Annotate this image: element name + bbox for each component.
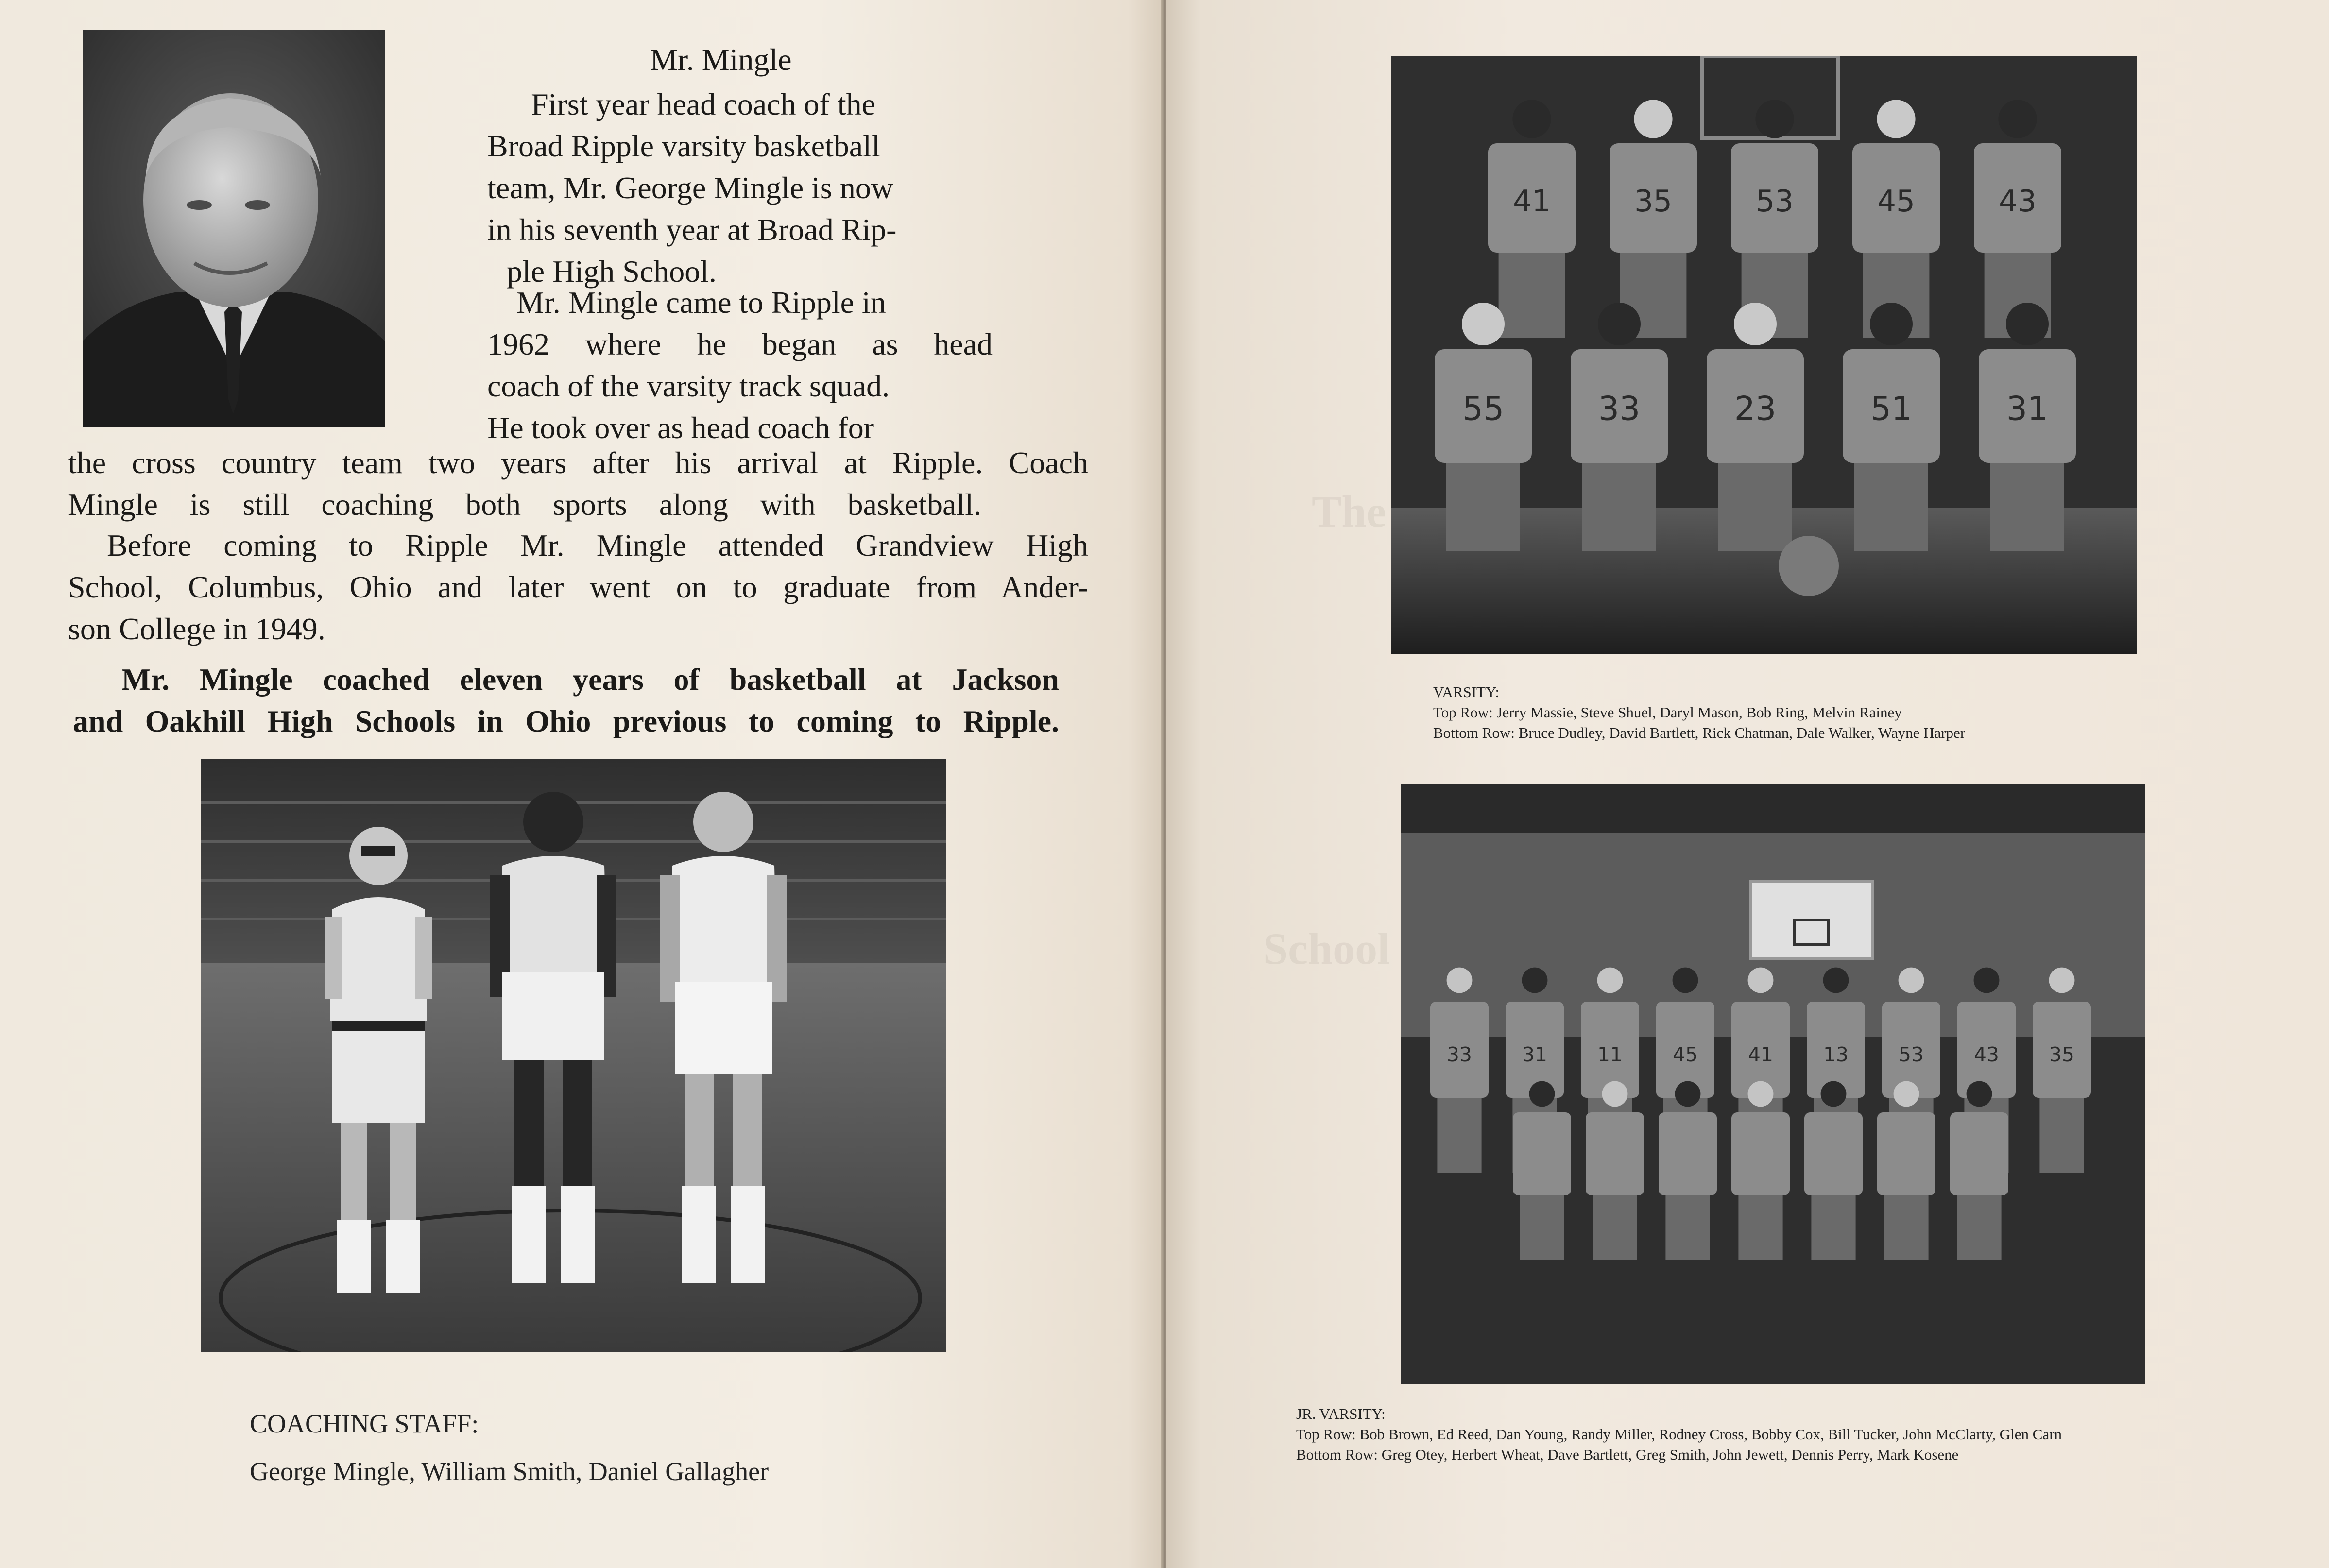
coaching-staff-names: George Mingle, William Smith, Daniel Gallagher	[250, 1457, 769, 1486]
jersey-number: 45	[1877, 184, 1915, 219]
jersey-number: 31	[2006, 390, 2049, 428]
text-line: and Oakhill High Schools in Ohio previous to coming to Ripple.	[73, 704, 1059, 738]
jersey-number: 35	[1634, 184, 1672, 219]
jr-varsity-caption	[1296, 1404, 2062, 1465]
coaching-staff-photo	[201, 759, 946, 1352]
jersey-number: 43	[1974, 1043, 1999, 1067]
jersey-number: 41	[1513, 184, 1551, 219]
text-line: Mr. Mingle came to Ripple in	[516, 285, 886, 320]
mingle-heading: Mr. Mingle	[650, 42, 792, 77]
jersey-number: 53	[1756, 184, 1794, 219]
mingle-paragraph-3	[68, 525, 1088, 650]
coaching-staff-title: COACHING STAFF:	[250, 1409, 479, 1438]
varsity-top-row: Top Row: Jerry Massie, Steve Shuel, Daryl Mason, Bob Ring, Melvin Rainey	[1433, 704, 1902, 721]
text-line: Mingle is still coaching both sports along with basketball.	[68, 487, 981, 522]
jersey-number: 53	[1899, 1043, 1924, 1067]
text-line: in his seventh year at Broad Rip-	[487, 212, 897, 247]
text-line: son College in 1949.	[68, 612, 325, 646]
jr-varsity-team-photo	[1401, 784, 2145, 1384]
mingle-portrait-photo	[83, 30, 385, 427]
jr-varsity-top-row: Top Row: Bob Brown, Ed Reed, Dan Young, Randy Miller, Rodney Cross, Bobby Cox, Bill Tucker, John McClarty, Glen Carn	[1296, 1426, 2062, 1443]
jersey-number: 51	[1870, 390, 1913, 428]
text-line: Broad Ripple varsity basketball	[487, 129, 880, 163]
jersey-number: 55	[1462, 390, 1505, 428]
mingle-paragraph-2-continued	[68, 442, 1088, 526]
varsity-bottom-row: Bottom Row: Bruce Dudley, David Bartlett, Rick Chatman, Dale Walker, Wayne Harper	[1433, 724, 1966, 741]
right-page	[1166, 0, 2329, 1568]
left-page	[0, 0, 1163, 1568]
jersey-number: 11	[1597, 1043, 1623, 1067]
text-line: School, Columbus, Ohio and later went on to graduate from Ander-	[68, 570, 1088, 604]
jr-varsity-bottom-row: Bottom Row: Greg Otey, Herbert Wheat, Dave Bartlett, Greg Smith, John Jewett, Dennis Perry, Mark Kosene	[1296, 1446, 1959, 1463]
mingle-paragraph-4	[73, 659, 1059, 742]
jr-varsity-title: JR. VARSITY:	[1296, 1405, 1386, 1422]
jersey-number: 41	[1748, 1043, 1773, 1067]
text-line: the cross country team two years after his arrival at Ripple. Coach	[68, 445, 1088, 480]
jersey-number: 43	[1999, 184, 2037, 219]
jersey-number: 13	[1823, 1043, 1849, 1067]
jersey-number: 31	[1522, 1043, 1547, 1067]
text-line: Before coming to Ripple Mr. Mingle attended Grandview High	[107, 528, 1088, 562]
bleed-through-text: School	[1263, 924, 1390, 973]
text-line: ple High School.	[507, 254, 717, 289]
varsity-title: VARSITY:	[1433, 683, 1500, 700]
text-line: 1962 where he began as head	[487, 327, 993, 361]
text-line: First year head coach of the	[531, 87, 876, 121]
jersey-number: 23	[1734, 390, 1777, 428]
jersey-number: 35	[2049, 1043, 2074, 1067]
jersey-number: 33	[1447, 1043, 1472, 1067]
varsity-team-photo	[1391, 56, 2137, 654]
mingle-paragraph-2	[487, 282, 993, 449]
varsity-caption	[1433, 682, 1965, 743]
text-line: coach of the varsity track squad.	[487, 369, 890, 403]
bleed-through-text: The	[1312, 487, 1387, 536]
text-line: team, Mr. George Mingle is now	[487, 170, 894, 205]
jersey-number: 45	[1673, 1043, 1698, 1067]
text-line: He took over as head coach for	[487, 410, 874, 445]
mingle-paragraph-1	[487, 84, 993, 292]
text-line: Mr. Mingle coached eleven years of basketball at Jackson	[121, 662, 1059, 697]
jersey-number: 33	[1598, 390, 1641, 428]
